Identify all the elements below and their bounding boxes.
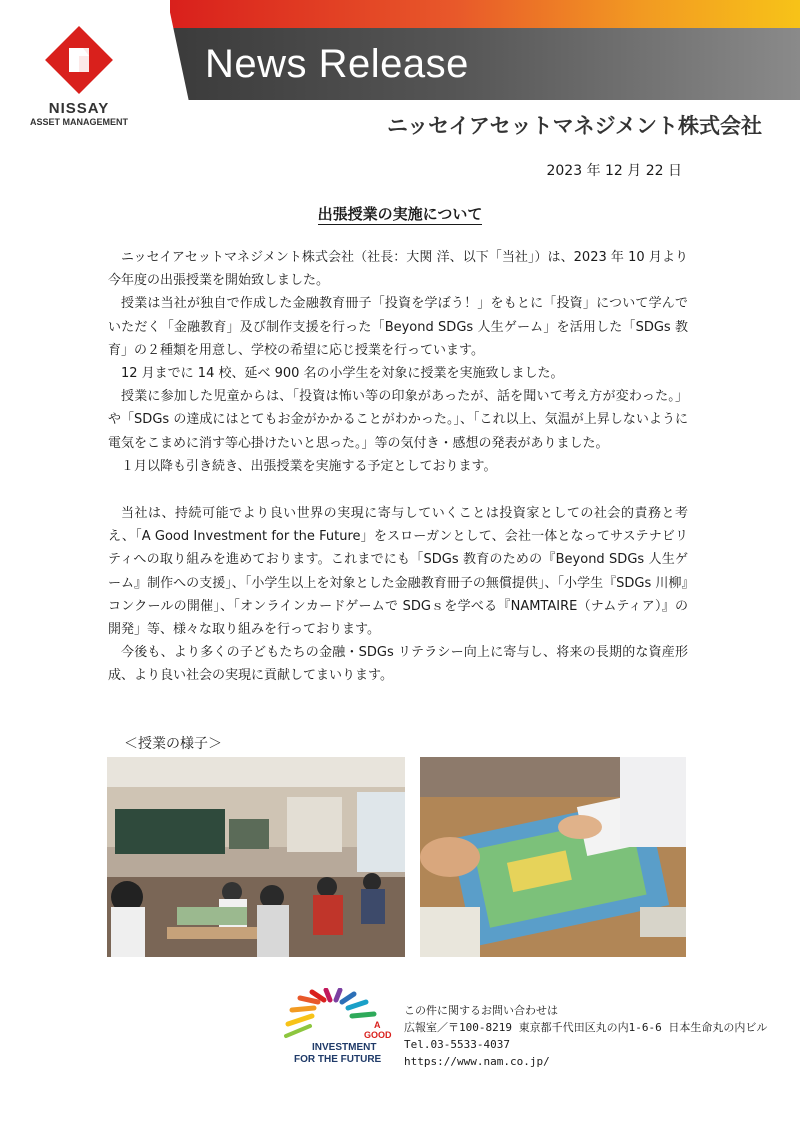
inquiry-label: この件に関するお問い合わせは: [404, 1004, 558, 1017]
sunburst-icon: [286, 990, 374, 1036]
paragraph-gap: [108, 478, 688, 502]
page-title: [0, 203, 800, 224]
nissay-logo[interactable]: [24, 22, 134, 137]
banner-color-strip: [170, 0, 800, 28]
paragraph: 授業は当社が独自で作成した金融教育冊子「投資を学ぼう！」をもとに「投資」について学んでいただく「金融教育」及び制作支援を行った「Beyond SDGs 人生ゲーム」を活用した「SDGs 教育」の２種類を用意し、学校の希望に応じ授業を行っています。: [108, 296, 688, 358]
body-text: [108, 246, 688, 688]
logo-name: NISSAY: [48, 100, 110, 117]
contact-address: 広報室／〒100-8219 東京都千代田区丸の内1-6-6 日本生命丸の内ビル: [404, 1021, 768, 1034]
classroom-photo: [107, 757, 405, 957]
game-board-photo: [420, 757, 686, 957]
logo-subtitle: ASSET MANAGEMENT: [29, 117, 128, 127]
logo-text-investment: INVESTMENT: [312, 1042, 377, 1053]
paragraph: 授業に参加した児童からは、「投資は怖い等の印象があったが、話を聞いて考え方が変わった。」や「SDGs の達成にはとてもお金がかかることがわかった。」、「これ以上、気温が上昇しないように電気をこまめに消す等心掛けたいと思った。」等の気付き・感想の発表がありました。: [108, 389, 688, 451]
company-name: ニッセイアセットマネジメント株式会社: [386, 114, 762, 138]
paragraph: 今後も、より多くの子どもたちの金融・SDGs リテラシー向上に寄与し、将来の長期的な資産形成、より良い社会の実現に貢献してまいります。: [108, 645, 688, 684]
logo-text-a: A: [374, 1020, 381, 1030]
paragraph: 当社は、持続可能でより良い世界の実現に寄与していくことは投資家としての社会的責務と考え、「A Good Investment for the Future」をスローガンとして、会社一体となってサステナビリティへの取り組みを進めております。これまでにも「SDGs 教育のための『Beyond SDGs 人生ゲーム』制作への支援」、「小学生以上を対象とした金融教育冊子の無償提供」、「小学生『SDGs 川柳』コンクールの開催」、「オンラインカードゲームで SDGｓを学べる『NAMTAIRE（ナムティア）』の開発」等、様々な取り組みを行っております。: [108, 506, 688, 638]
title-text: 出張授業の実施について: [317, 205, 483, 223]
banner: [170, 28, 800, 100]
release-date: 2023 年 12 月 22 日: [546, 163, 682, 179]
logo-text-good: GOOD: [364, 1030, 392, 1040]
logo-text-future: FOR THE FUTURE: [294, 1054, 382, 1065]
paragraph: １月以降も引き続き、出張授業を実施する予定としております。: [121, 458, 497, 474]
paragraph: 12 月までに 14 校、延べ 900 名の小学生を対象に授業を実施致しました。: [121, 366, 564, 382]
contact-info: [404, 1002, 767, 1070]
contact-url[interactable]: https://www.nam.co.jp/: [404, 1055, 550, 1068]
good-investment-logo: [282, 988, 392, 1068]
nissay-diamond-icon: [41, 22, 117, 98]
photo-caption: ＜授業の様子＞: [124, 736, 222, 752]
contact-tel[interactable]: Tel.03-5533-4037: [404, 1038, 510, 1051]
paragraph: ニッセイアセットマネジメント株式会社（社長：大関 洋、以下「当社」）は、2023 年 10 月より今年度の出張授業を開始致しました。: [108, 250, 688, 289]
header: [0, 0, 800, 140]
banner-title: News Release: [205, 42, 469, 86]
